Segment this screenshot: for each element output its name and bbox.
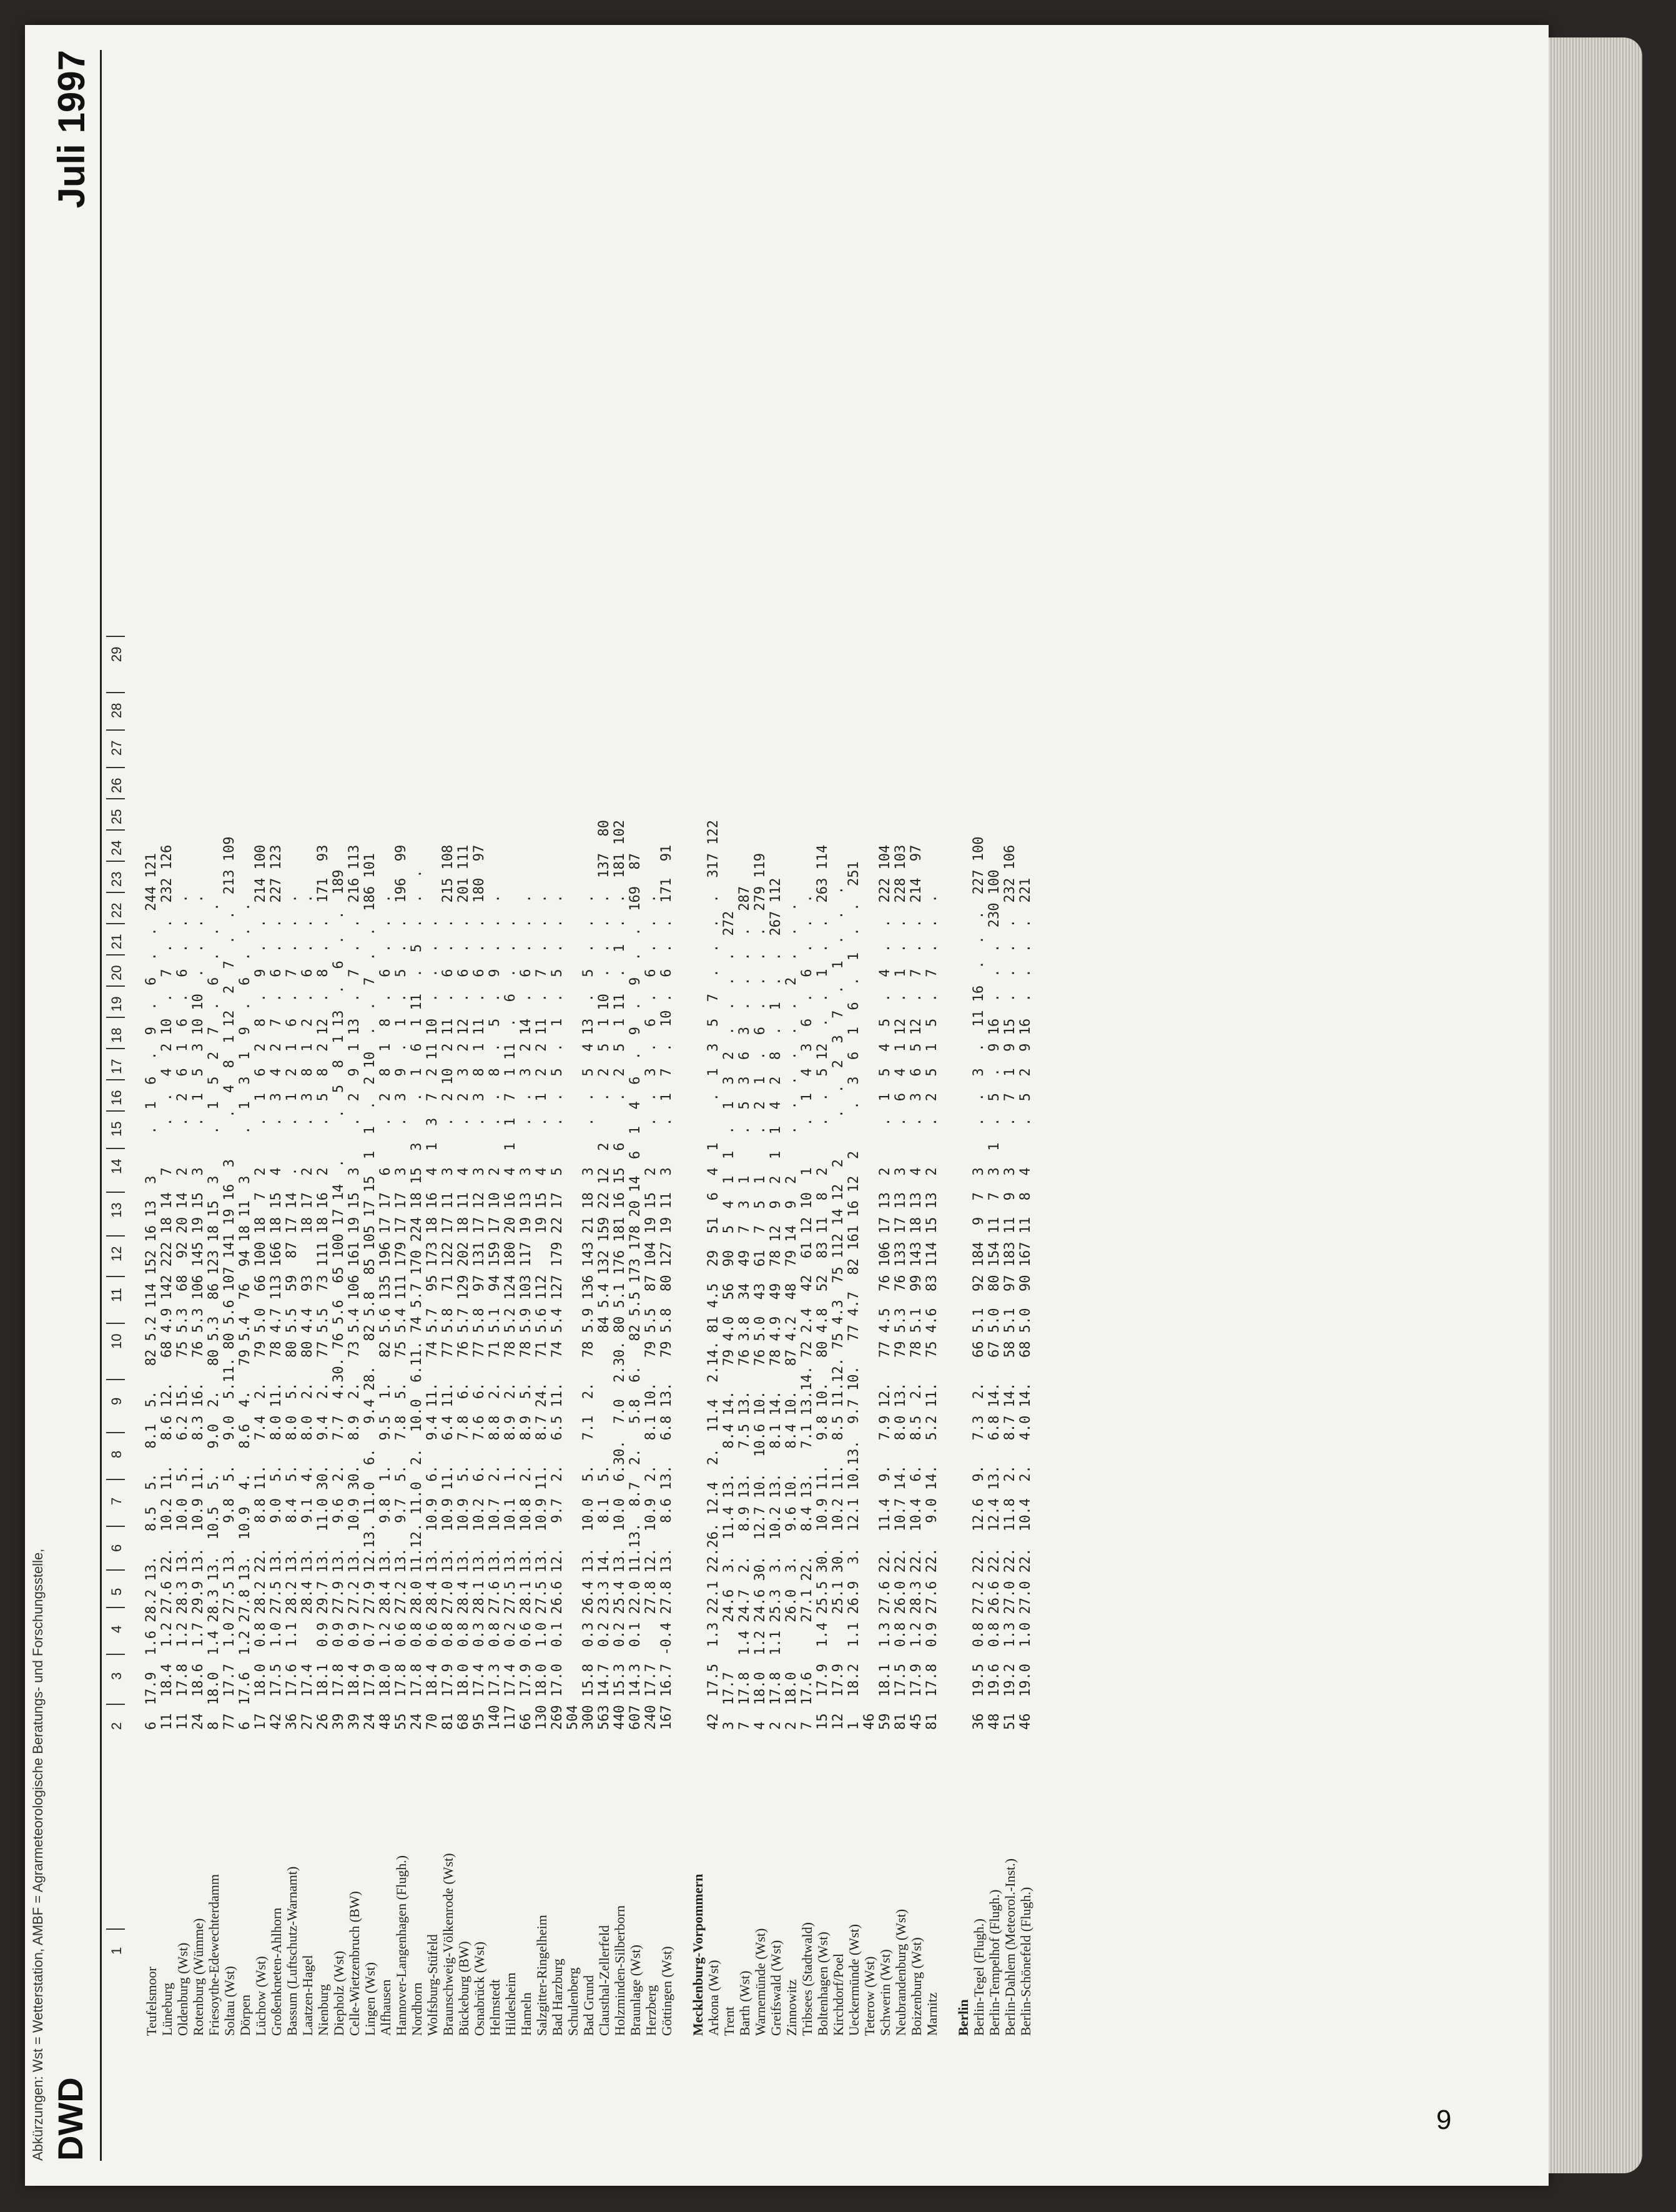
table-row [362, 50, 378, 2161]
station-name: Soltau (Wst) [222, 1966, 237, 2036]
header-rule [100, 50, 102, 2161]
column-tick [106, 985, 125, 987]
table-row [144, 50, 159, 2161]
station-name: Neubrandenburg (Wst) [893, 1908, 909, 2036]
column-tick [106, 1569, 125, 1571]
station-values: 68 18.0 0.8 28.4 13. 10.9 5. 7.8 6. 76 5.7 129 202 18 11 4 . 2 3 2 12 . 6 . . 201 111 [456, 844, 471, 1730]
table-row [518, 50, 534, 2161]
column-number: 2 [109, 1722, 124, 1730]
station-name: Boizenburg (Wst) [909, 1937, 924, 2036]
table-row [1018, 50, 1033, 2161]
table-row [565, 50, 581, 2161]
table-row [471, 50, 487, 2161]
table-row [862, 50, 877, 2161]
column-tick [106, 923, 125, 924]
column-number: 9 [109, 1397, 124, 1405]
station-name: Hannover-Langenhagen (Flugh.) [393, 1855, 409, 2036]
column-tick [106, 1526, 125, 1527]
station-values: 46 19.0 1.0 27.0 22. 10.4 2. 4.0 14. 68 5.0 90 167 11 8 4 . 5 2 9 16 . . . . 221 [1018, 877, 1033, 1730]
station-values: 11 17.8 1.2 28.3 13. 10.0 5. 6.2 15. 75 5.3 68 92 20 14 2 . 2 6 1 6 . 6 . . . [175, 894, 190, 1730]
table-row [924, 50, 940, 2161]
group-title-label: Mecklenburg-Vorpommern [690, 1874, 706, 2036]
column-number: 21 [109, 934, 124, 949]
table-row [440, 50, 456, 2161]
page-number: 9 [1436, 2105, 1452, 2135]
station-name: Hameln [518, 1992, 534, 2036]
station-values: 440 15.3 0.2 25.4 13. 10.0 6.30. 7.0 2.30. 80 5.1 176 181 16 15 6 . 2 5 1 11 . 1 . . 181 102 [612, 820, 628, 1730]
station-name: Hildesheim [503, 1972, 518, 2036]
station-values: 48 18.0 1.2 28.4 13. 9.8 1. 9.5 1. 82 5.6 135 196 17 17 6 . 2 8 1 8 . 6 . . . [378, 894, 393, 1730]
table-row [737, 50, 752, 2161]
table-row [581, 50, 596, 2161]
station-values: 7 17.8 1.4 24.7 2. 8.9 13. 7.5 13. 76 3.8 34 49 7 3 1 . 5 3 6 3 . . . . 287 [737, 886, 752, 1730]
station-values: 8 18.0 1.4 28.3 13. 10.5 5. 9.0 2. 80 5.3 86 123 18 15 3 . 1 5 2 7 . 6 . . . [206, 902, 222, 1730]
column-tick [106, 1110, 125, 1112]
station-values: 6 17.9 1.6 28.2 13. 8.5 5. 8.1 5. 82 5.2 114 152 16 13 3 . 1 6 . 9 . 6 . . 244 121 [144, 853, 159, 1730]
station-values: 117 17.4 0.2 27.5 13. 10.1 1. 8.9 2. 78 5.2 124 180 20 16 4 1 1 7 1 11 . 6 . . . [503, 919, 518, 1730]
column-tick [106, 1017, 125, 1018]
station-values: 167 16.7 -0.4 27.8 13. 8.6 13. 6.8 13. 79 5.8 80 127 19 11 3 . 1 7 . 10 . 6 . . 171 91 [659, 844, 674, 1730]
station-values: 6 17.6 1.2 27.8 13. 10.9 4. 8.6 4. 79 5.4 76 94 18 11 3 . 1 3 1 9 . 6 . . . [237, 902, 253, 1730]
station-name: Kirchdorf/Poel [831, 1953, 846, 2036]
column-tick [106, 1379, 125, 1380]
group-title-label: Berlin [955, 1999, 971, 2036]
table-row [846, 50, 862, 2161]
column-number: 18 [109, 1027, 124, 1043]
column-number: 1 [109, 1947, 124, 1955]
table-row [269, 50, 284, 2161]
column-number: 24 [109, 840, 124, 856]
column-number: 22 [109, 902, 124, 918]
table-row [1002, 50, 1018, 2161]
station-values: 46 [862, 1713, 877, 1730]
station-values: 48 19.6 0.8 26.6 22. 12.4 13. 6.8 14. 67 5.0 80 154 11 7 3 1 . 5 . 9 16 . . . 230 100 [987, 869, 1002, 1730]
station-values: 39 17.8 0.9 27.9 13. 9.6 2. 7.7 4.30. 76 5.6 65 100 17 14 . . 5 8 1 13 . 6 . . 189 [331, 869, 347, 1730]
table-row [300, 50, 315, 2161]
station-values: 269 17.0 0.1 26.6 12. 9.7 2. 6.5 11. 74 5.4 127 179 22 17 5 . . 5 . 1 . 5 . . . [550, 894, 565, 1730]
table-row [971, 50, 987, 2161]
station-name: Berlin-Schönefeld (Flugh.) [1018, 1887, 1033, 2036]
station-values: 36 17.6 1.1 28.2 13. 8.4 5. 8.0 5. 80 5.5 59 87 17 14 . . 1 2 1 6 . 7 . . . [284, 894, 300, 1730]
column-number: 3 [109, 1672, 124, 1680]
column-tick [106, 1432, 125, 1433]
table-row [347, 50, 362, 2161]
station-name: Ueckermünde (Wst) [846, 1924, 862, 2036]
station-values: 39 18.4 0.9 27.2 13. 10.9 30. 8.9 2. 73 5.4 106 161 19 15 3 . 2 9 1 13 . 7 . . 216 113 [347, 844, 362, 1730]
station-name: Bückeburg (BW) [456, 1941, 471, 2036]
station-values: 36 19.5 0.8 27.2 22. 12.6 9. 7.3 2. 66 5.1 92 184 9 7 3 . . 3 . 11 16 . . . 227 100 [971, 836, 987, 1730]
station-values: 2 18.0 26.0 3. 9.6 10. 8.4 10. 87 4.2 48 79 14 9 2 . . . . . . 2 . . . [784, 902, 799, 1730]
column-number: 5 [109, 1587, 124, 1596]
station-values: 26 18.1 0.9 29.7 13. 11.0 30. 9.4 2. 77 5.5 73 111 18 16 2 . 5 8 2 12 . 8 . . 171 93 [315, 844, 331, 1730]
station-name: Laatzen-Hagel [300, 1955, 315, 2036]
station-values: 504 [565, 1705, 581, 1730]
column-tick [106, 1276, 125, 1277]
column-number: 19 [109, 996, 124, 1012]
column-tick [106, 798, 125, 799]
column-number: 14 [109, 1158, 124, 1174]
column-tick [106, 1654, 125, 1655]
publisher-title: DWD [51, 2077, 90, 2161]
table-row [487, 50, 503, 2161]
table-row [253, 50, 269, 2161]
column-number: 16 [109, 1090, 124, 1105]
station-values: 45 17.9 1.2 28.3 22. 10.4 6. 8.5 2. 78 5.1 99 143 18 13 4 . 3 6 5 12 . 7 . . 214 97 [909, 844, 924, 1730]
table-row [799, 50, 815, 2161]
column-number: 11 [109, 1288, 124, 1302]
column-number: 20 [109, 965, 124, 980]
station-name: Berlin-Tempelhof (Flugh.) [987, 1889, 1002, 2036]
station-name: Wolfsburg-Stüfeld [425, 1934, 440, 2036]
station-name: Helmstedt [487, 1979, 503, 2036]
station-values: 42 17.5 1.0 27.5 13. 9.0 5. 8.0 11. 78 4.7 113 166 18 15 4 . 3 4 2 7 . 6 . . 227 123 [269, 844, 284, 1730]
station-values: 81 17.5 0.8 26.0 22. 10.7 14. 8.0 13. 79 5.3 76 133 17 13 3 . 6 4 1 12 . 1 . . 228 103 [893, 844, 909, 1730]
station-name: Greifswald (Wst) [768, 1940, 784, 2036]
station-name: Zinnowitz [784, 1979, 799, 2036]
column-tick [106, 829, 125, 831]
station-values: 1 18.2 1.1 26.9 3. 12.1 10.13. 9.7 10. 77 4.7 82 161 16 12 2 . 3 6 1 6 . 1 . . 251 [846, 861, 862, 1730]
table-row [393, 50, 409, 2161]
station-name: Arkona (Wst) [706, 1960, 721, 2036]
table-row [831, 50, 846, 2161]
station-values: 59 18.1 1.3 27.6 22. 11.4 9. 7.9 12. 77 4.5 76 106 17 13 2 . 1 5 4 5 . 4 . . 222 104 [877, 844, 893, 1730]
station-values: 81 17.9 0.8 27.0 13. 10.9 11. 6.4 11. 77 5.8 71 122 17 11 3 . 2 10 2 11 . 6 . . 215 108 [440, 844, 456, 1730]
column-number: 25 [109, 809, 124, 824]
book-page [25, 25, 1549, 2186]
station-values: 607 14.3 0.1 22.0 11.13. 8.7 2. 5.8 6. 82 5.5 173 178 20 14 6 1 4 6 . 9 . 9 . . 169 87 [628, 853, 643, 1730]
station-name: Teterow (Wst) [862, 1956, 877, 2036]
column-tick [106, 729, 125, 731]
station-values: 4 18.0 1.2 24.6 30. 12.7 10. 10.6 10. 76 5.0 43 61 7 5 1 . 2 1 . 6 . . . . 279 119 [752, 853, 768, 1730]
station-name: Holzminden-Silberborn [612, 1905, 628, 2036]
column-number: 12 [109, 1246, 124, 1262]
station-name: Rotenburg (Wümme) [190, 1918, 206, 2036]
station-values: 66 17.9 0.6 28.1 13. 10.8 2. 8.9 5. 78 5.9 103 117 19 13 3 . . 3 2 14 . 6 . . . [518, 894, 534, 1730]
table-row [706, 50, 721, 2161]
station-name: Bad Harzburg [550, 1958, 565, 2036]
table-row [331, 50, 347, 2161]
station-values: 3 17.7 24.6 3. 11.4 13. 8.4 14. 79 4.0 56 90 5 4 1 1 . 1 3 2 . . . . 272 [721, 911, 737, 1730]
table-row [987, 50, 1002, 2161]
station-name: Berlin-Dahlem (Meteorol.-Inst.) [1002, 1858, 1018, 2036]
column-number: 10 [109, 1333, 124, 1349]
group-spacer [940, 50, 955, 2161]
station-name: Braunschweig-Völkenrode (Wst) [440, 1853, 456, 2036]
station-values: 12 17.9 25.1 30. 10.2 11. 8.5 11.12. 75 4.3 75 112 14 12 2 . . 2 3 7 . 1 . . . [831, 886, 846, 1730]
column-number: 29 [109, 646, 124, 662]
table-row [784, 50, 799, 2161]
station-name: Marnitz [924, 1992, 940, 2036]
group-title [690, 50, 706, 2161]
column-tick [106, 892, 125, 893]
station-name: Großenkneten-Ahlhorn [269, 1907, 284, 2036]
station-values: 140 17.3 0.8 27.6 13. 10.7 2. 8.8 2. 71 5.1 94 159 17 10 2 . . 8 . 5 . 9 . . . [487, 894, 503, 1730]
station-name: Nordhorn [409, 1982, 425, 2036]
table-row [190, 50, 206, 2161]
column-tick [106, 1079, 125, 1080]
station-values: 17 18.0 0.8 28.2 22. 8.8 11. 7.4 2. 79 5.0 66 100 18 7 2 . 1 6 2 8 . 9 . . 214 100 [253, 844, 269, 1730]
station-name: Salzgitter-Ringelheim [534, 1915, 550, 2036]
station-name: Berlin-Tegel (Flugh.) [971, 1918, 987, 2036]
station-name: Trent [721, 2007, 737, 2036]
column-number: 23 [109, 871, 124, 887]
table-row [893, 50, 909, 2161]
group-spacer [674, 50, 690, 2161]
station-name: Lingen (Wst) [362, 1962, 378, 2036]
table-row [612, 50, 628, 2161]
station-values: 24 17.8 0.8 28.0 11.12. 11.0 2. 10.0 6.11. 74 5.7 170 224 18 15 3 . 1 6 1 11 . 5 . . . [409, 869, 425, 1730]
station-name: Nienburg [315, 1984, 331, 2036]
station-values: 27 17.4 28.4 13. 9.1 4. 8.0 2. 80 4.4 93 18 17 2 . 3 8 1 2 . 6 . . . [300, 894, 315, 1730]
station-values: 24 18.6 1.7 29.9 13. 10.9 11. 8.3 16. 76 5.3 106 145 19 15 3 . 1 5 3 10 10 . . . . [190, 894, 206, 1730]
page-edges [1549, 37, 1642, 2173]
table-row [237, 50, 253, 2161]
station-name: Bassum (Luftschutz-Warnamt) [284, 1866, 300, 2036]
table-row [768, 50, 784, 2161]
station-name: Teufelsmoor [144, 1967, 159, 2036]
station-values: 240 17.7 27.8 12. 10.9 2. 8.1 10. 79 5.5 87 104 19 15 2 . . 3 . 6 . 6 . . . [643, 894, 659, 1730]
column-tick [106, 1479, 125, 1480]
table-row [534, 50, 550, 2161]
station-values: 11 18.4 1.2 27.6 22. 10.2 11. 8.6 12. 68 4.9 142 222 18 14 7 . . 4 2 10 . 7 . . 232 126 [159, 844, 175, 1730]
station-name: Lüchow (Wst) [253, 1956, 269, 2036]
station-values: 2 17.8 1.1 25.3 3. 10.2 13. 8.1 14. 78 4.9 49 78 12 9 2 1 1 4 2 8 . 1 . . 267 112 [768, 877, 784, 1730]
station-values: 15 17.9 1.4 25.5 30. 10.9 11. 9.8 10. 80 4.8 52 83 11 8 2 . . 5 12 . . 1 . . 263 114 [815, 844, 831, 1730]
column-number: 8 [109, 1450, 124, 1458]
station-values: 77 17.7 1.0 27.5 13. 9.8 5. 9.0 5.11. 80 5.6 107 141 19 16 3 . 4 8 1 12 2 7 . . 213 109 [222, 836, 237, 1730]
table-row [206, 50, 222, 2161]
station-values: 300 15.8 0.3 26.4 13. 10.0 5. 7.1 2. 78 5.9 136 143 21 18 3 . . 5 4 13 . 5 . . . [581, 894, 596, 1730]
station-values: 95 17.4 0.3 28.1 13. 10.2 6. 7.6 6. 77 5.8 97 131 17 12 3 . 3 8 1 11 . 6 . . 180 97 [471, 844, 487, 1730]
column-number: 27 [109, 740, 124, 756]
column-number: 15 [109, 1121, 124, 1137]
station-values: 81 17.8 0.9 27.6 22. 9.0 14. 5.2 11. 75 4.6 83 114 15 13 2 . 2 5 1 5 . 7 . . . [924, 894, 940, 1730]
table-row [628, 50, 643, 2161]
station-name: Braunlage (Wst) [628, 1945, 643, 2036]
station-name: Warnemünde (Wst) [752, 1928, 768, 2036]
column-tick [106, 861, 125, 862]
column-number: 28 [109, 703, 124, 718]
station-name: Friesoythe-Edewechterdamm [206, 1874, 222, 2036]
station-name: Boltenhagen (Wst) [815, 1932, 831, 2036]
table-row [752, 50, 768, 2161]
abbreviation-note: Abkürzungen: Wst = Wetterstation, AMBF = Agrarmeteorologische Beratungs- und Forschungsstelle, [30, 1548, 46, 2161]
station-values: 130 18.0 1.0 27.5 13. 10.9 11. 8.7 24. 71 5.6 112 19 15 4 . 1 2 2 11 . 7 . . . [534, 894, 550, 1730]
column-tick [106, 954, 125, 955]
table-row [550, 50, 565, 2161]
table-row [877, 50, 893, 2161]
table-row [815, 50, 831, 2161]
column-number: 6 [109, 1544, 124, 1552]
station-name: Barth (Wst) [737, 1970, 752, 2036]
table-row [409, 50, 425, 2161]
table-row [159, 50, 175, 2161]
table-row [378, 50, 393, 2161]
column-number: 4 [109, 1625, 124, 1633]
station-name: Schulenberg [565, 1967, 581, 2036]
column-number: 17 [109, 1059, 124, 1074]
column-tick [106, 1048, 125, 1049]
station-values: 563 14.7 0.2 23.3 14. 8.1 5. 84 5.4 132 159 22 12 2 . 2 5 1 10 . . . . 137 80 [596, 820, 612, 1730]
station-values: 70 18.4 0.6 28.4 13. 10.9 6. 9.4 11. 74 5.7 95 173 18 16 4 1 3 7 2 11 10 . . . . [425, 919, 440, 1730]
table-row [721, 50, 737, 2161]
column-tick [106, 1235, 125, 1237]
station-values: 51 19.2 1.3 27.0 22. 11.8 2. 8.7 14. 58 5.1 97 183 11 9 3 . 7 1 9 15 . . . . 232 106 [1002, 844, 1018, 1730]
station-values: 55 17.8 0.6 27.2 13. 9.7 5. 7.8 5. 75 5.4 111 179 17 17 3 . 3 9 . 1 . 5 . . 196 99 [393, 844, 409, 1730]
table-row [425, 50, 440, 2161]
month-title: Juli 1997 [51, 50, 92, 209]
rotated-table-sheet [25, 25, 1549, 2186]
station-name: Lüneburg [159, 1982, 175, 2036]
column-tick [106, 767, 125, 768]
station-table [144, 50, 1033, 2161]
station-name: Diepholz (Wst) [331, 1950, 347, 2036]
station-values: 7 17.6 27.1 22. 8.4 13. 7.1 13.14. 72 2.4 42 61 12 10 1 . 1 4 3 6 . 6 . . . [799, 894, 815, 1730]
table-row [284, 50, 300, 2161]
table-row [315, 50, 331, 2161]
column-tick [106, 636, 125, 637]
column-tick [106, 1607, 125, 1608]
table-row [596, 50, 612, 2161]
table-row [456, 50, 471, 2161]
table-row [503, 50, 518, 2161]
column-tick [106, 1323, 125, 1324]
column-number: 13 [109, 1202, 124, 1218]
station-name: Dörpen [237, 1995, 253, 2036]
column-tick [106, 1192, 125, 1193]
station-name: Alfhausen [378, 1979, 393, 2036]
column-tick [106, 692, 125, 693]
column-tick [106, 1704, 125, 1705]
column-tick [106, 1148, 125, 1149]
station-name: Celle-Wietzenbruch (BW) [347, 1891, 362, 2036]
table-row [175, 50, 190, 2161]
station-values: 42 17.5 1.3 22.1 22.26. 12.4 2. 11.4 2.14. 81 4.5 29 51 6 4 1 . 1 3 5 7 . . . . 317 122 [706, 820, 721, 1730]
station-name: Tribsees (Stadtwald) [799, 1922, 815, 2036]
table-row [643, 50, 659, 2161]
station-name: Osnabrück (Wst) [471, 1942, 487, 2036]
station-name: Clausthal-Zellerfeld [596, 1925, 612, 2036]
group-title [955, 50, 971, 2161]
table-row [909, 50, 924, 2161]
table-row [222, 50, 237, 2161]
column-tick [106, 1928, 125, 1930]
station-name: Göttingen (Wst) [659, 1946, 674, 2036]
station-name: Oldenburg (Wst) [175, 1942, 190, 2036]
column-number: 7 [109, 1497, 124, 1505]
station-name: Bad Grund [581, 1975, 596, 2036]
station-name: Herzberg [643, 1985, 659, 2036]
column-number: 26 [109, 778, 124, 793]
station-values: 24 17.9 0.7 27.9 12.13. 11.0 6. 9.4 28. 82 5.8 85 105 17 15 1 1 . 2 10 . . 7 . . 186 101 [362, 853, 378, 1730]
station-name: Schwerin (Wst) [877, 1949, 893, 2036]
table-row [659, 50, 674, 2161]
